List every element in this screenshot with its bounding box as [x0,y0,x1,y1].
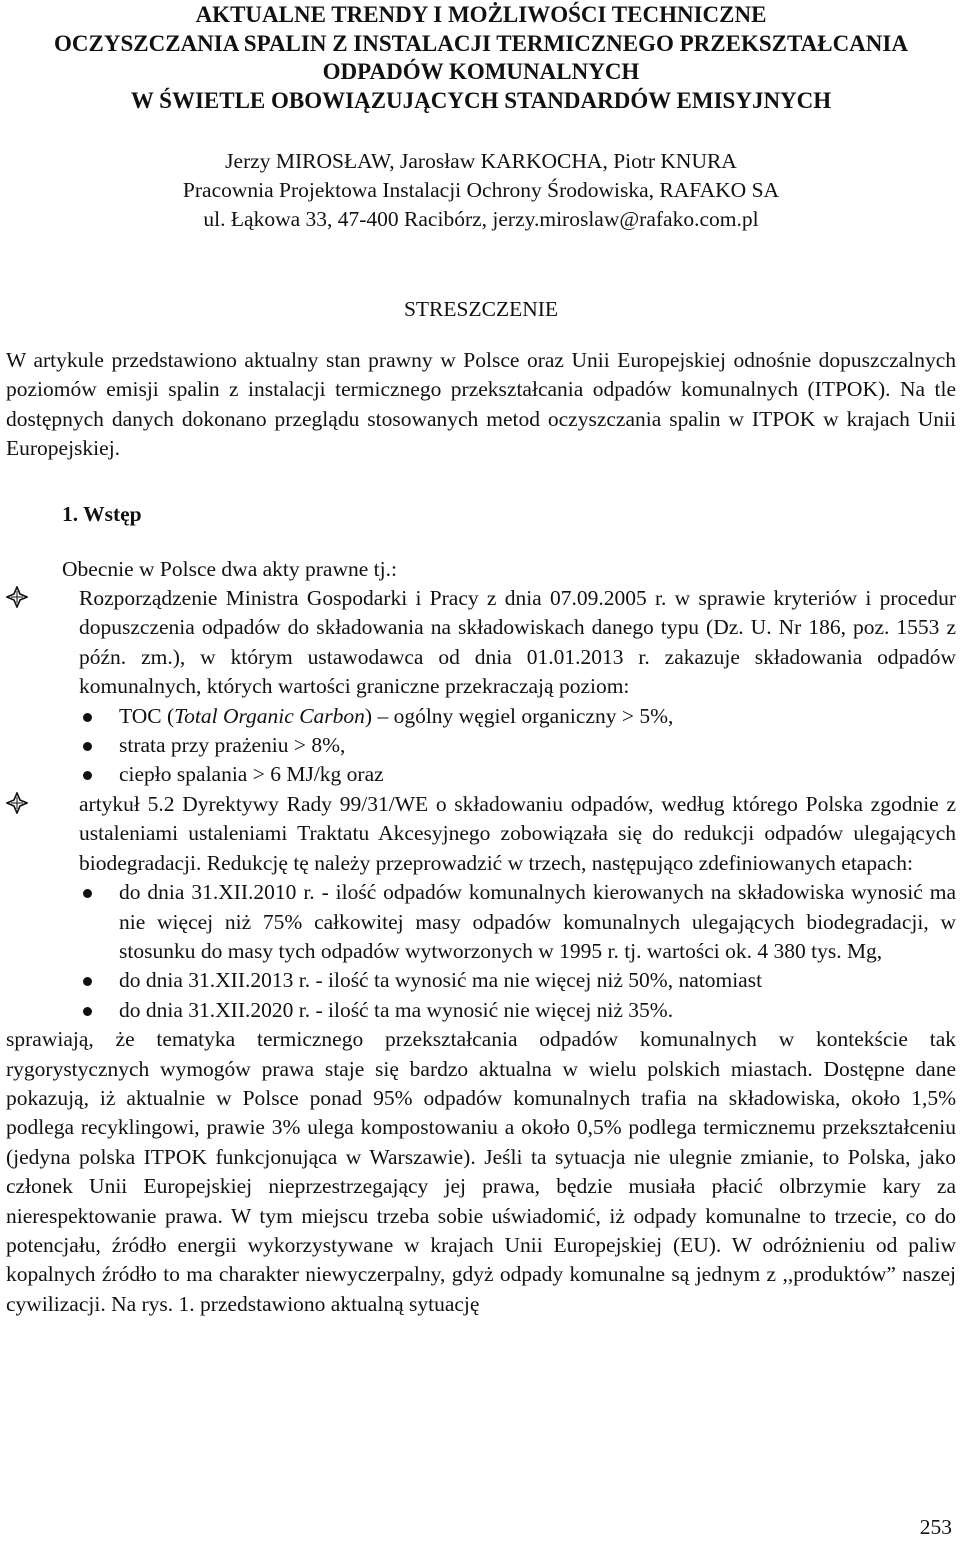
diamond-bullet-icon [6,586,28,608]
author-address: ul. Łąkowa 33, 47-400 Racibórz, jerzy.miroslaw@rafako.com.pl [203,207,759,231]
legal-act-text: Rozporządzenie Ministra Gospodarki i Pracy z dnia 07.09.2005 r. w sprawie kryteriów i procedur dopuszczenia odpadów do składowania na składowiskach danego typu (Dz. U. Nr 186, poz. 1553 z późn. zm.), w którym ustawodawca od dnia 01.01.2013 r. zakazuje składowania odpadów komunalnych, których wartości graniczne przekraczają poziom: [79,586,956,699]
list-item: strata przy prażeniu > 8%, [79,731,956,760]
list-item: ciepło spalania > 6 MJ/kg oraz [79,760,956,789]
body-paragraph: sprawiają, że tematyka termicznego przekształcania odpadów komunalnych w kontekście tak rygorystycznych wymogów prawa staje się bardzo aktualna w wielu polskich miastach. Dostępne dane pokazują, iż aktualnie w Polsce ponad 95% odpadów komunalnych trafia na składowiska, około 1,5% podlega recyklingowi, prawie 3% ulega kompostowaniu a około 0,5% podlega termicznemu przekształceniu (jedyna polska ITPOK funkcjonująca w Warszawie). Jeśli ta sytuacja nie ulegnie zmianie, to Polska, jako członek Unii Europejskiej nieprzestrzegający jej prawa, będzie musiała płacić olbrzymie kary za nierespektowanie prawa. W tym miejscu trzeba sobie uświadomić, iż odpady komunalne to trzecie, co do potencjału, źródło energii wykorzystywane w krajach Unii Europejskiej (EU). W odróżnieniu od paliw kopalnych źródło to ma charakter niewyczerpalny, gdyż odpady komunalne są jednym z ,,produktów” naszej cywilizacji. Na rys. 1. przedstawiono aktualną sytuację [6,1027,956,1316]
bullet-dot-icon [83,1007,92,1016]
legal-act-item-1 [79,584,956,790]
abstract-text: W artykule przedstawiono aktualny stan prawny w Polsce oraz Unii Europejskiej odnośnie dopuszczalnych poziomów emisji spalin z instalacji termicznego przekształcania odpadów komunalnych (ITPOK). Na tle dostępnych danych dokonano przeglądu stosowanych metod oczyszczania spalin w ITPOK w krajach Unii Europejskiej. [6,348,956,461]
bullet-dot-icon [83,977,92,986]
diamond-bullet-icon [6,792,28,814]
threshold-list [79,702,956,790]
abstract-heading: STRESZCZENIE [403,297,559,321]
bullet-dot-icon [83,771,92,780]
bullet-dot-icon [83,889,92,898]
legal-act-item-2 [79,790,956,1025]
list-item: TOC (Total Organic Carbon) – ogólny węgiel organiczny > 5%, [79,702,956,731]
section-heading: 1. Wstęp [62,501,142,526]
author-block [6,147,956,234]
list-item: do dnia 31.XII.2013 r. - ilość ta wynosić ma nie więcej niż 50%, natomiast [79,966,956,995]
section-intro: Obecnie w Polsce dwa akty prawne tj.: [62,556,397,581]
page-number: 253 [919,1515,952,1539]
title-line-2: OCZYSZCZANIA SPALIN Z INSTALACJI TERMICZNEGO PRZEKSZTAŁCANIA [54,30,908,56]
document-page [6,0,956,1319]
reduction-stage-list [79,878,956,1025]
list-item: do dnia 31.XII.2020 r. - ilość ta ma wynosić nie więcej niż 35%. [79,996,956,1025]
title-line-3: ODPADÓW KOMUNALNYCH [322,59,640,84]
list-item: do dnia 31.XII.2010 r. - ilość odpadów komunalnych kierowanych na składowiska wynosić ma nie więcej niż 75% całkowitej masy odpadów komunalnych ulegających biodegradacji, w stosunku do masy tych odpadów wytworzonych w 1995 r. tj. wartości ok. 4 380 tys. Mg, [79,878,956,966]
title-line-4: W ŚWIETLE OBOWIĄZUJĄCYCH STANDARDÓW EMISYJNYCH [130,87,832,113]
bullet-dot-icon [83,742,92,751]
legal-act-text: artykuł 5.2 Dyrektywy Rady 99/31/WE o składowaniu odpadów, według którego Polska zgodnie z ustaleniami ustaleniami Traktatu Akcesyjnego zobowiązała się do redukcji odpadów ulegających biodegradacji. Redukcję tę należy przeprowadzić w trzech, następująco zdefiniowanych etapach: [79,791,956,875]
author-affiliation: Pracownia Projektowa Instalacji Ochrony Środowiska, RAFAKO SA [182,178,780,202]
author-names: Jerzy MIROSŁAW, Jarosław KARKOCHA, Piotr KNURA [225,149,737,173]
paper-title [6,1,956,115]
title-line-1: AKTUALNE TRENDY I MOŻLIWOŚCI TECHNICZNE [195,2,767,27]
bullet-dot-icon [83,713,92,722]
